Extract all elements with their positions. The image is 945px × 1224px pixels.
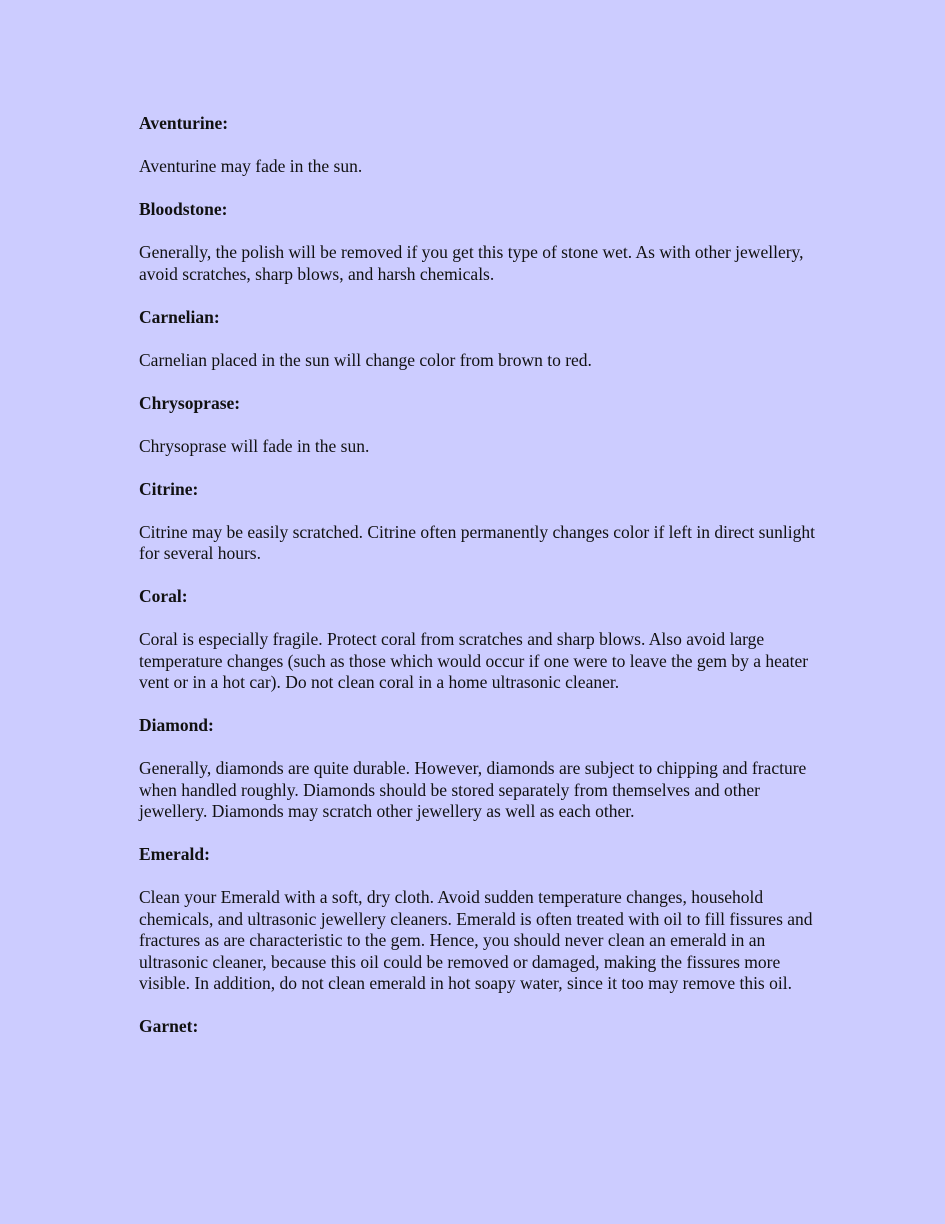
entry-body: Generally, diamonds are quite durable. However, diamonds are subject to chipping and fracture when handled roughly. Diamonds should be stored separately from themselves and other jewellery. Diamonds may scratch other jewellery as well as each other. (139, 758, 807, 821)
entry-body: Clean your Emerald with a soft, dry cloth. Avoid sudden temperature changes, household chemicals, and ultrasonic jewellery cleaners. Emerald is often treated with oil to fill fissures and fractures as are characteristic to the gem. Hence, you should never clean an emerald in an ultrasonic cleaner, because this oil could be removed or damaged, making the fissures more visible. In addition, do not clean emerald in hot soapy water, since it too may remove this oil. (139, 887, 813, 993)
entry-body: Chrysoprase will fade in the sun. (139, 435, 370, 456)
entry-citrine (139, 479, 815, 565)
entry-carnelian (139, 307, 815, 372)
entry-heading: Emerald: (139, 844, 210, 864)
entry-emerald (139, 844, 815, 995)
entry-garnet (139, 1016, 815, 1038)
entry-heading: Chrysoprase: (139, 392, 241, 413)
entry-diamond (139, 715, 815, 823)
entry-heading: Aventurine: (139, 113, 229, 133)
entry-heading: Citrine: (139, 478, 199, 499)
entry-heading: Carnelian: (139, 306, 220, 327)
entry-aventurine (139, 113, 815, 178)
entry-body: Carnelian placed in the sun will change color from brown to red. (139, 349, 592, 370)
entry-body: Aventurine may fade in the sun. (139, 156, 363, 176)
entry-coral (139, 586, 815, 694)
entry-heading: Bloodstone: (139, 199, 228, 219)
entry-body: Coral is especially fragile. Protect coral from scratches and sharp blows. Also avoid large temperature changes (such as those which would occur if one were to leave the gem by a heater vent or in a hot car). Do not clean coral in a home ultrasonic cleaner. (139, 629, 809, 692)
entry-heading: Garnet: (139, 1016, 199, 1036)
entry-bloodstone (139, 199, 815, 285)
entry-heading: Diamond: (139, 715, 214, 735)
entry-heading: Coral: (139, 586, 188, 606)
entry-chrysoprase (139, 393, 815, 458)
entry-body: Citrine may be easily scratched. Citrine often permanently changes color if left in direct sunlight for several hours. (139, 521, 815, 563)
entry-body: Generally, the polish will be removed if you get this type of stone wet. As with other jewellery, avoid scratches, sharp blows, and harsh chemicals. (139, 242, 804, 284)
